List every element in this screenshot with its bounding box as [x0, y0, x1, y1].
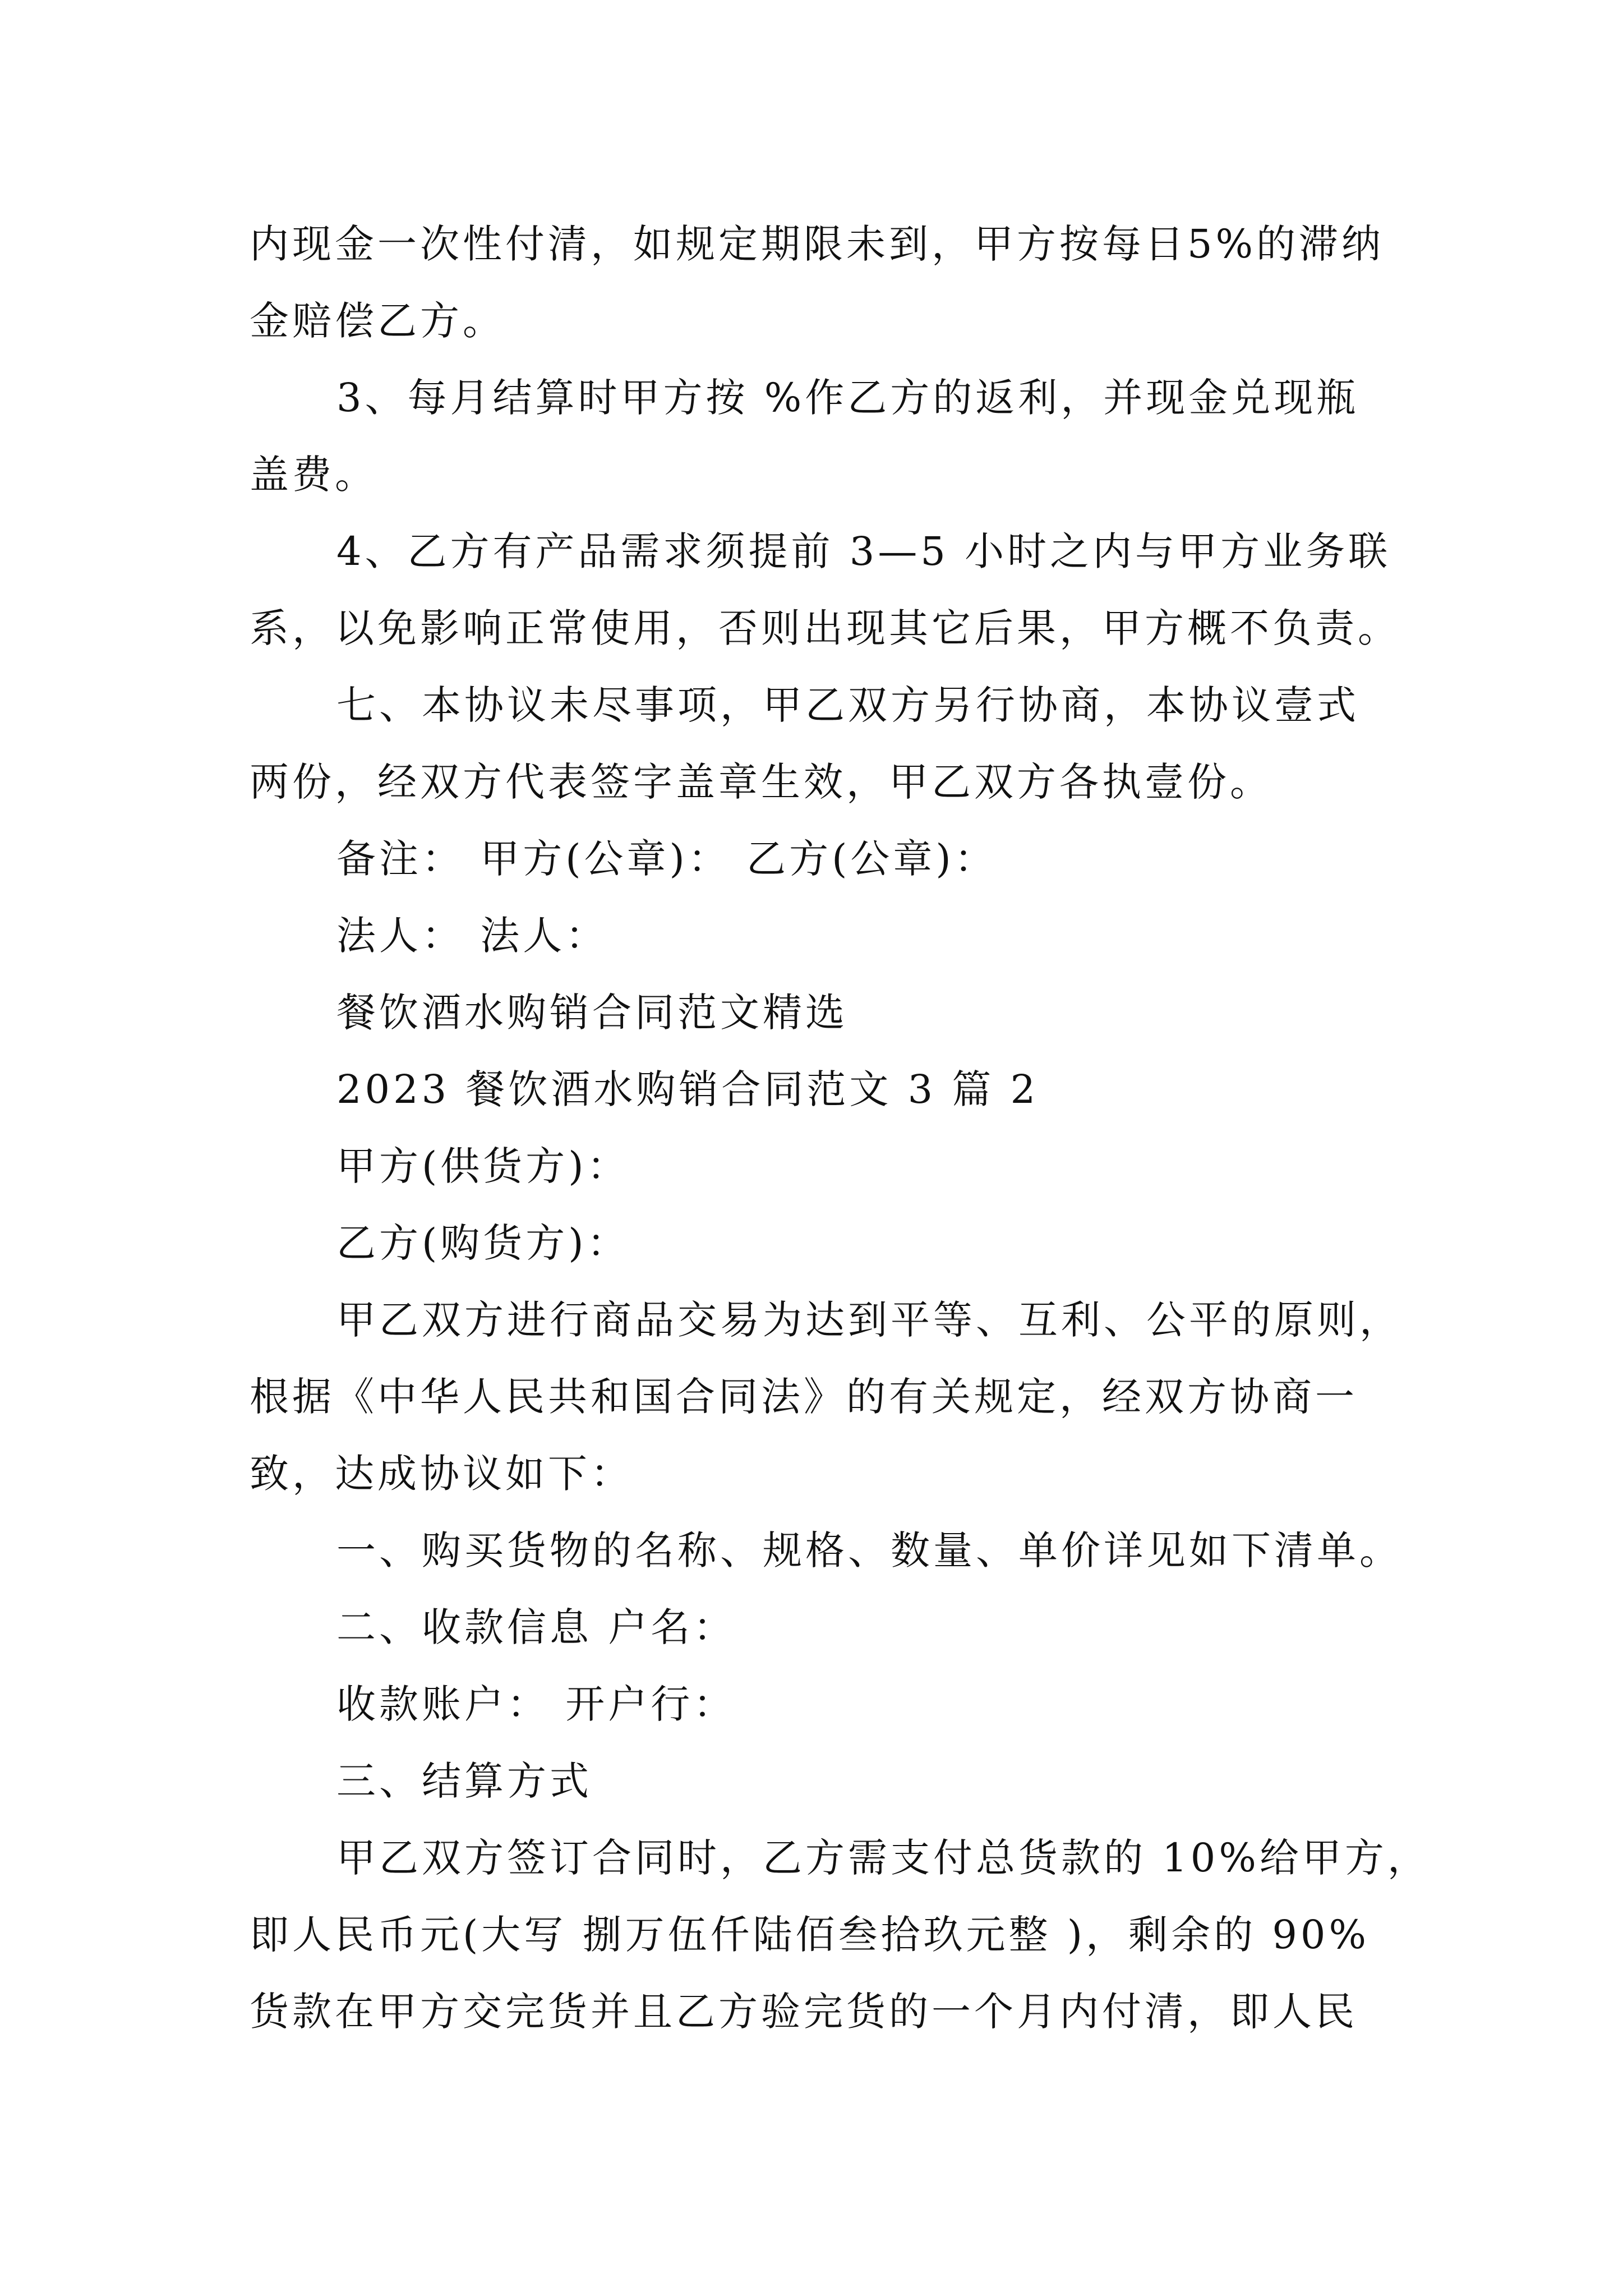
section-heading: 2023 餐饮酒水购销合同范文 3 篇 2 [336, 1066, 1039, 1112]
body-line: 货款在甲方交完货并且乙方验完货的一个月内付清，即人民 [250, 1989, 1358, 2035]
body-line: 甲乙双方签订合同时，乙方需支付总货款的 10%给甲方， [336, 1835, 1430, 1881]
body-line: 二、收款信息 户名： [336, 1604, 736, 1650]
body-line: 系，以免影响正常使用，否则出现其它后果，甲方概不负责。 [250, 605, 1400, 651]
body-line: 甲方(供货方)： [336, 1143, 630, 1189]
body-line: 内现金一次性付清，如规定期限未到，甲方按每日5%的滞纳 [250, 221, 1385, 267]
body-line: 致，达成协议如下： [250, 1451, 633, 1497]
body-line: 七、本协议未尽事项，甲乙双方另行协商，本协议壹式 [336, 682, 1359, 728]
body-line: 即人民币元(大写 捌万伍仟陆佰叁拾玖元整 )，剩余的 90% [250, 1912, 1370, 1958]
body-line: 一、购买货物的名称、规格、数量、单价详见如下清单。 [336, 1527, 1402, 1573]
body-line: 盖费。 [250, 452, 377, 498]
body-line: 三、结算方式 [336, 1758, 592, 1804]
body-line: 根据《中华人民共和国合同法》的有关规定，经双方协商一 [250, 1374, 1358, 1420]
body-line: 两份，经双方代表签字盖章生效，甲乙双方各执壹份。 [250, 759, 1272, 805]
body-line: 3、每月结算时甲方按 %作乙方的返利，并现金兑现瓶 [336, 375, 1359, 421]
body-line: 4、乙方有产品需求须提前 3—5 小时之内与甲方业务联 [336, 528, 1391, 574]
body-line: 法人： 法人： [336, 913, 608, 959]
body-line: 备注： 甲方(公章)： 乙方(公章)： [336, 836, 997, 882]
section-heading: 餐饮酒水购销合同范文精选 [336, 990, 848, 1036]
body-line: 收款账户： 开户行： [336, 1681, 736, 1727]
body-line: 乙方(购货方)： [336, 1220, 630, 1266]
body-line: 金赔偿乙方。 [250, 298, 505, 344]
body-line: 甲乙双方进行商品交易为达到平等、互利、公平的原则， [336, 1297, 1402, 1343]
